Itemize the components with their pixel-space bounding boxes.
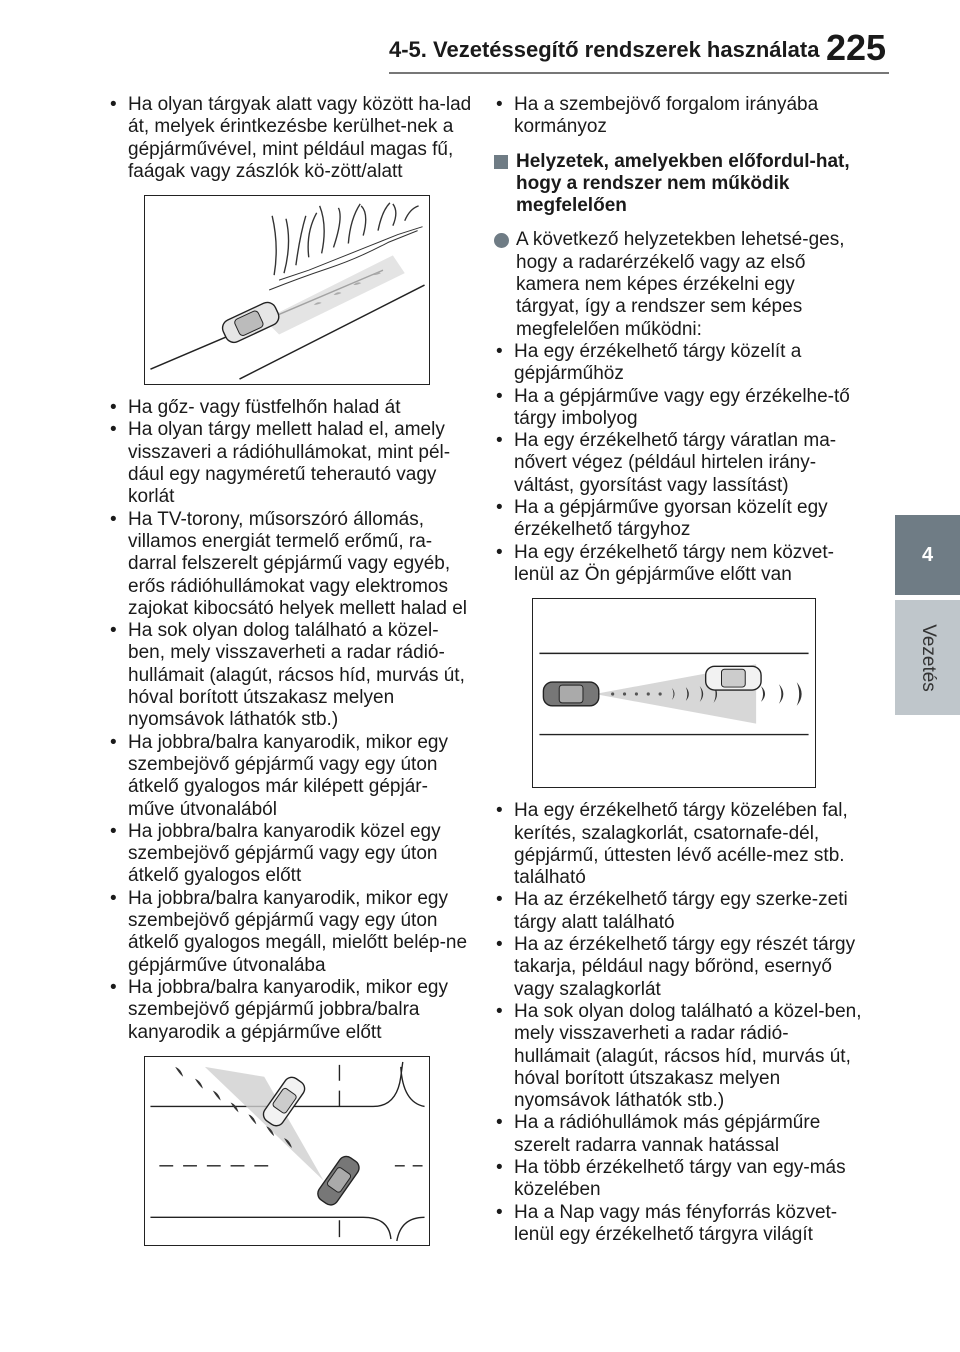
section-heading	[494, 151, 862, 218]
chapter-tab	[895, 515, 960, 595]
circle-bullet-icon	[494, 233, 509, 248]
illustration-vegetation	[144, 195, 430, 385]
list-item: • Ha gőz- vagy füstfelhőn halad át	[108, 397, 472, 419]
list-item: • Ha az érzékelhető tárgy egy szerke-zeti tárgy alatt található	[494, 889, 862, 934]
bullet-list-right-b	[494, 800, 862, 1246]
list-item: • Ha TV-torony, műsorszóró állomás, villamos energiát termelő erőmű, ra-darral felszerelt gépjármű vagy egyéb, erős rádióhullámokat vagy elektromos zajokat kibocsátó helyek mellett halad el	[108, 509, 472, 620]
section-title: 4-5. Vezetéssegítő rendszerek használata	[389, 37, 820, 62]
header-divider	[389, 72, 889, 74]
list-item: • Ha egy érzékelhető tárgy váratlan ma-nővert végez (például hirtelen irány-váltást, gyorsítást vagy lassítást)	[494, 430, 862, 497]
list-item: • Ha sok olyan dolog található a közel-ben, mely visszaverheti a radar rádió-hullámait (alagút, rácsos híd, murvás út, hóval borított útszakasz melyen nyomsávok láthatók stb.)	[108, 620, 472, 731]
bullet-list-right-a	[494, 341, 862, 586]
chapter-label-box	[895, 600, 960, 715]
right-column	[494, 94, 862, 1246]
list-item: • Ha jobbra/balra kanyarodik, mikor egy szembejövő gépjármű vagy egy úton átkelő gyalogos megáll, mielőtt belép-ne gépjárműve útvonalába	[108, 888, 472, 977]
list-item: • Ha a rádióhullámok más gépjárműre szerelt radarra vannak hatással	[494, 1112, 862, 1157]
list-item: • Ha az érzékelhető tárgy egy részét tárgy takarja, például nagy bőrönd, esernyő vagy szalagkorlát	[494, 934, 862, 1001]
list-item: • Ha egy érzékelhető tárgy nem közvet-lenül az Ön gépjárműve előtt van	[494, 542, 862, 587]
left-column	[108, 94, 472, 1258]
intro-paragraph	[494, 229, 862, 340]
list-item: • Ha jobbra/balra kanyarodik, mikor egy szembejövő gépjármű jobbra/balra kanyarodik a gépjárműve előtt	[108, 977, 472, 1044]
bullet-list-right-top	[494, 94, 862, 139]
list-item: • Ha a Nap vagy más fényforrás közvet-lenül egy érzékelhető tárgyra világít	[494, 1202, 862, 1247]
chapter-number: 4	[921, 543, 934, 566]
list-item: • Ha jobbra/balra kanyarodik közel egy szembejövő gépjármű vagy egy úton átkelő gyalogos előtt	[108, 821, 472, 888]
list-item: • Ha jobbra/balra kanyarodik, mikor egy szembejövő gépjármű vagy egy úton átkelő gyalogos már kilépett gépjár-műve útvonalából	[108, 732, 472, 821]
chapter-label: Vezetés	[917, 623, 939, 692]
offset-vehicle-illustration	[533, 599, 815, 787]
list-item: • Ha olyan tárgy mellett halad el, amely visszaveri a rádióhullámokat, mint pél-dául egy nagyméretű teherautó vagy korlát	[108, 419, 472, 508]
heading-text: Helyzetek, amelyekben előfordul-hat, hogy a rendszer nem működik megfelelően	[516, 150, 850, 217]
bullet-list-left-top	[108, 94, 472, 183]
list-item: • Ha több érzékelhető tárgy van egy-más közelében	[494, 1157, 862, 1202]
intro-text: A következő helyzetekben lehetsé-ges, hogy a radarérzékelő vagy az első kamera nem képes érzékelni egy tárgyat, így a rendszer sem képes megfelelően működni:	[516, 229, 845, 340]
intersection-illustration	[145, 1057, 429, 1245]
list-item: • Ha olyan tárgyak alatt vagy között ha-lad át, melyek érintkezésbe kerülhet-nek a gépjárművével, mint például magas fű, faágak vagy zászlók kö-zött/alatt	[108, 94, 472, 183]
list-item: • Ha egy érzékelhető tárgy közelében fal, kerítés, szalagkorlát, csatornafe-dél, gépjármű, úttesten lévő acélle-mez stb. található	[494, 800, 862, 889]
illustration-offset-vehicle	[532, 598, 816, 788]
square-bullet-icon	[494, 155, 508, 169]
list-item: • Ha a gépjárműve vagy egy érzékelhe-tő tárgy imbolyog	[494, 386, 862, 431]
list-item: • Ha sok olyan dolog található a közel-ben, mely visszaverheti a radar rádió-hullámait (alagút, rácsos híd, murvás út, hóval borított útszakasz melyen nyomsávok láthatók stb.)	[494, 1001, 862, 1112]
page-header	[0, 0, 960, 80]
page-number: 225	[826, 27, 887, 68]
bullet-list-left-middle	[108, 397, 472, 1044]
illustration-intersection	[144, 1056, 430, 1246]
list-item: • Ha a szembejövő forgalom irányába kormányoz	[494, 94, 862, 139]
list-item: • Ha a gépjárműve gyorsan közelít egy érzékelhető tárgyhoz	[494, 497, 862, 542]
vegetation-illustration	[145, 196, 429, 384]
list-item: • Ha egy érzékelhető tárgy közelít a gépjárműhöz	[494, 341, 862, 386]
